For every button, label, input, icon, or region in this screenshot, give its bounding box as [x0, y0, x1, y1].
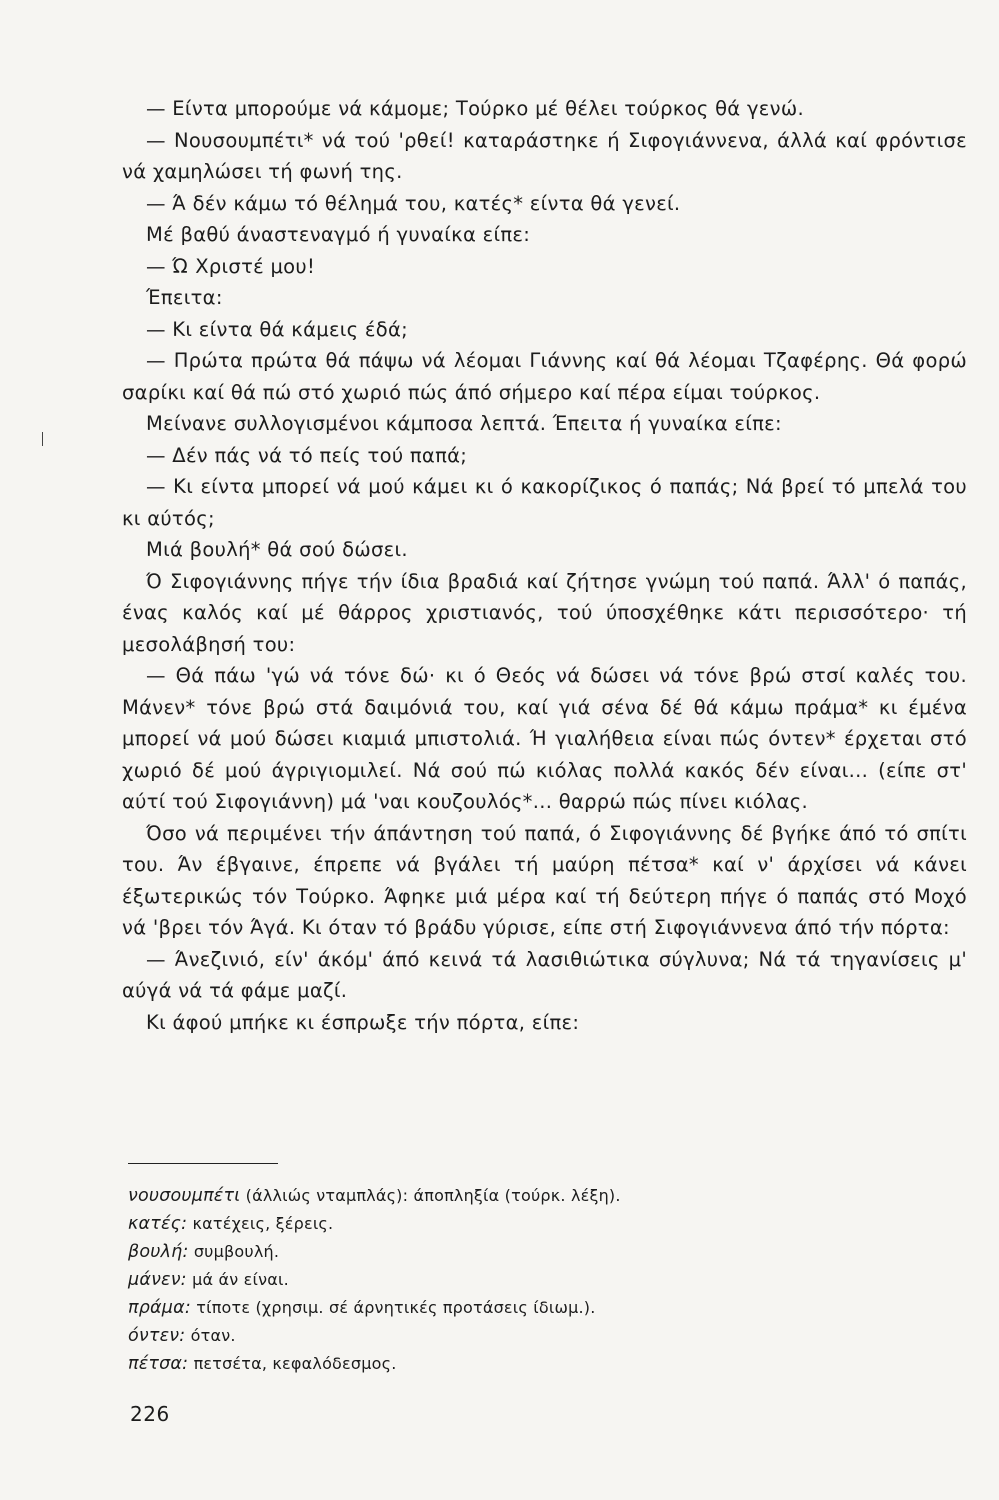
paragraph: — Ά δέν κάμω τό θέλημά του, κατές* είντα θά γενεί.: [146, 191, 681, 215]
footnote-definition: συμβουλή.: [193, 1242, 280, 1261]
paragraph: — Νουσουμπέτι* νά τού 'ρθεί! καταράστηκε ή Σιφογιάννενα, άλλά καί φρόντισε νά χαμηλώσει τή φωνή της.: [122, 128, 967, 183]
paragraph: Μείνανε συλλογισμένοι κάμποσα λεπτά. Έπειτα ή γυναίκα είπε:: [146, 412, 782, 435]
footnote-term: βουλή:: [128, 1242, 189, 1262]
footnote-definition: μά άν είναι.: [192, 1270, 289, 1289]
footnote-definition: τίποτε (χρησιμ. σέ άρνητικές προτάσεις ίδιωμ.).: [196, 1298, 596, 1317]
footnote-term: πέτσα:: [128, 1354, 189, 1374]
footnote-term: κατές:: [128, 1214, 188, 1234]
paragraph: — Δέν πάς νά τό πείς τού παπά;: [146, 443, 468, 467]
footnote: [128, 1266, 888, 1294]
footnote: [128, 1294, 888, 1322]
paragraph: Έπειτα:: [146, 286, 223, 309]
footnote: [128, 1322, 888, 1350]
footnote: [128, 1238, 888, 1266]
paragraph: — Ώ Χριστέ μου!: [146, 254, 316, 278]
footnotes: [128, 1182, 888, 1378]
footnote: [128, 1210, 888, 1238]
paragraph: Μέ βαθύ άναστεναγμό ή γυναίκα είπε:: [146, 223, 531, 246]
paragraph: — Πρώτα πρώτα θά πάψω νά λέομαι Γιάννης καί θά λέομαι Τζαφέρης. Θά φορώ σαρίκι καί θά πώ στό χωριό πώς άπό σήμερο καί πέρα είμαι τούρκος.: [122, 349, 967, 404]
paragraph: — Άνεζινιό, είν' άκόμ' άπό κεινά τά λασιθιώτικα σύγλυνα; Νά τά τηγανίσεις μ' αύγά νά τά φάμε μαζί.: [122, 947, 967, 1002]
footnote-definition: πετσέτα, κεφαλόδεσμος.: [193, 1354, 397, 1373]
footnote: [128, 1182, 888, 1210]
paragraph: Μιά βουλή* θά σού δώσει.: [146, 538, 408, 561]
paragraph: Κι άφού μπήκε κι έσπρωξε τήν πόρτα, είπε:: [146, 1010, 580, 1034]
footnote-term: νουσουμπέτι: [128, 1186, 241, 1206]
main-text: [122, 93, 967, 1038]
footnote-divider: [128, 1163, 278, 1164]
paragraph: Όσο νά περιμένει τήν άπάντηση τού παπά, ό Σιφογιάννης δέ βγήκε άπό τό σπίτι του. Άν έβγαινε, έπρεπε νά βγάλει τή μαύρη πέτσα* καί ν' άρχίσει νά κάνει έξωτερικώς τόν Τούρκο. Άφηκε μιά μέρα καί τή δεύτερη πήγε ό παπάς στό Μοχό νά 'βρει τόν Άγά. Κι όταν τό βράδυ γύρισε, είπε στή Σιφογιάννενα άπό τήν πόρτα:: [122, 821, 967, 939]
paragraph: — Κι είντα θά κάμεις έδά;: [146, 317, 409, 341]
paragraph: — Κι είντα μπορεί νά μού κάμει κι ό κακορίζικος ό παπάς; Νά βρεί τό μπελά του κι αύτός;: [122, 475, 967, 530]
footnote-definition: όταν.: [190, 1326, 236, 1345]
paragraph: — Θά πάω 'γώ νά τόνε δώ· κι ό Θεός νά δώσει νά τόνε βρώ στσί καλές του. Μάνεν* τόνε βρώ στά δαιμόνιά του, καί γιά σένα δέ θά κάμω πράμα* κι έμένα μπορεί νά μού δώσει κιαμιά μπιστολιά. Ή γιαλήθεια είναι πώς όντεν* έρχεται στό χωριό δέ μού άγριγιομιλεί. Νά σού πώ κιόλας πολλά κακός δέν είναι... (είπε στ' αύτί τού Σιφογιάννη) μά 'ναι κουζουλός*... θαρρώ πώς πίνει κιόλας.: [122, 664, 967, 813]
footnote-definition: (άλλιώς νταμπλάς): άποπληξία (τούρκ. λέξη).: [245, 1186, 621, 1205]
footnote-term: μάνεν:: [128, 1270, 187, 1290]
footnote-term: όντεν:: [128, 1326, 186, 1346]
paragraph: Ό Σιφογιάννης πήγε τήν ίδια βραδιά καί ζήτησε γνώμη τού παπά. Άλλ' ό παπάς, ένας καλός καί μέ θάρρος χριστιανός, τού ύποσχέθηκε κάτι περισσότερο· τή μεσολάβησή του:: [122, 569, 967, 656]
paragraph: — Είντα μπορούμε νά κάμομε; Τούρκο μέ θέλει τούρκος θά γενώ.: [146, 97, 804, 120]
page-number: 226: [130, 1402, 170, 1426]
footnote-term: πράμα:: [128, 1298, 191, 1318]
footnote: [128, 1350, 888, 1378]
footnote-definition: κατέχεις, ξέρεις.: [192, 1214, 334, 1233]
margin-mark: [42, 432, 43, 446]
